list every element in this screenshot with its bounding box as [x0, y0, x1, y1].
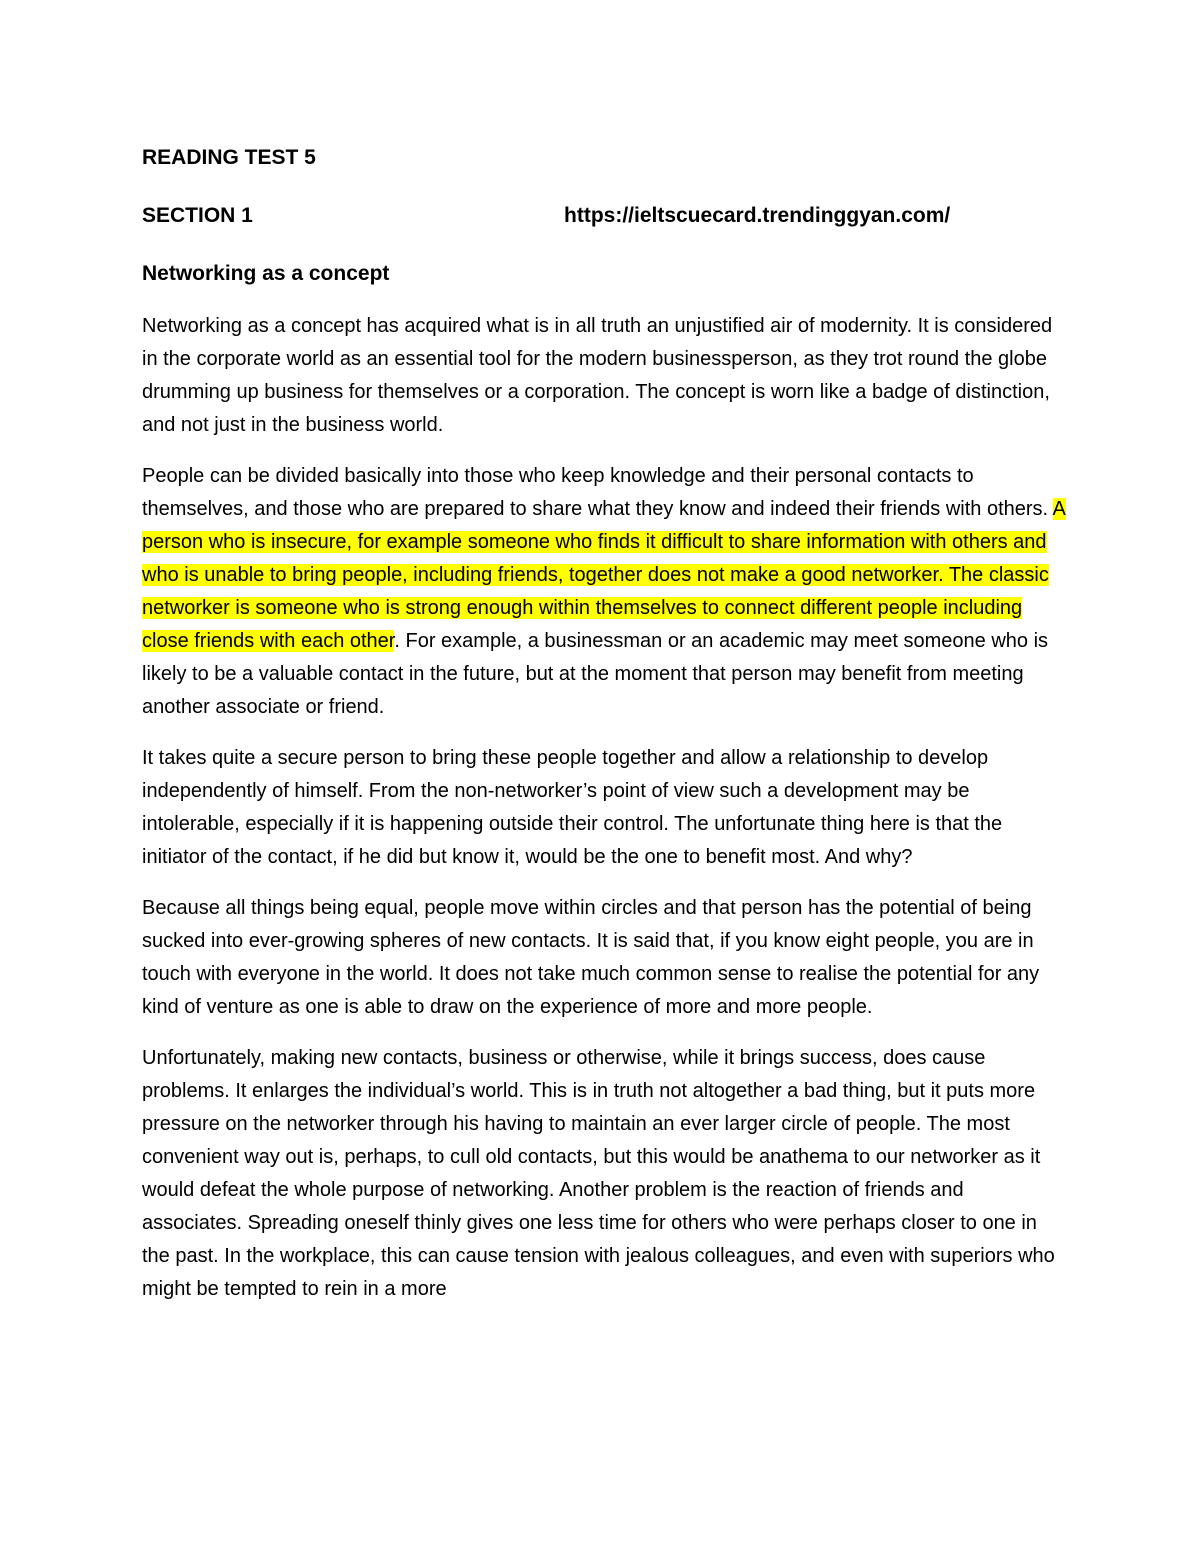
paragraph-3: It takes quite a secure person to bring these people together and allow a relationship to develop independently of himself. From the non-networker’s point of view such a development may be intolerable, especially if it is happening outside their control. The unfortunate thing here is that the initiator of the contact, if he did but know it, would be the one to benefit most. And why?: [142, 747, 1003, 868]
source-url: https://ieltscuecard.trendinggyan.com/: [564, 204, 951, 227]
section-label: SECTION 1: [142, 204, 253, 227]
document-body: [142, 142, 1067, 1324]
passage-title: Networking as a concept: [142, 262, 390, 285]
paragraph-2-rest: . For example, a businessman or an academic may meet someone who is likely to be a valuable contact in the future, but at the moment that person may benefit from meeting another associate or friend.: [142, 630, 1049, 718]
paragraph-4: Because all things being equal, people move within circles and that person has the potential of being sucked into ever-growing spheres of new contacts. It is said that, if you know eight people, you are in touch with everyone in the world. It does not take much common sense to realise the potential for any kind of venture as one is able to draw on the experience of more and more people.: [142, 897, 1040, 1018]
highlighted-text: A person who is insecure, for example someone who finds it difficult to share information with others and who is unable to bring people, including friends, together does not make a good networker. The classic networker is someone who is strong enough within themselves to connect different people including close friends with each other: [142, 498, 1066, 652]
paragraph-2: [142, 460, 1067, 724]
paragraph-1: Networking as a concept has acquired what is in all truth an unjustified air of modernity. It is considered in the corporate world as an essential tool for the modern businessperson, as they trot round the globe drumming up business for themselves or a corporation. The concept is worn like a badge of distinction, and not just in the business world.: [142, 315, 1053, 436]
test-title: READING TEST 5: [142, 146, 316, 169]
section-header-row: [142, 200, 1067, 232]
paragraph-5: Unfortunately, making new contacts, business or otherwise, while it brings success, does cause problems. It enlarges the individual’s world. This is in truth not altogether a bad thing, but it puts more pressure on the networker through his having to maintain an ever larger circle of people. The most convenient way out is, perhaps, to cull old contacts, but this would be anathema to our networker as it would defeat the whole purpose of networking. Another problem is the reaction of friends and associates. Spreading oneself thinly gives one less time for others who were perhaps closer to one in the past. In the workplace, this can cause tension with jealous colleagues, and even with superiors who might be tempted to rein in a more: [142, 1047, 1055, 1300]
paragraph-2-intro: People can be divided basically into those who keep knowledge and their personal contacts to themselves, and those who are prepared to share what they know and indeed their friends with others.: [142, 465, 1053, 520]
